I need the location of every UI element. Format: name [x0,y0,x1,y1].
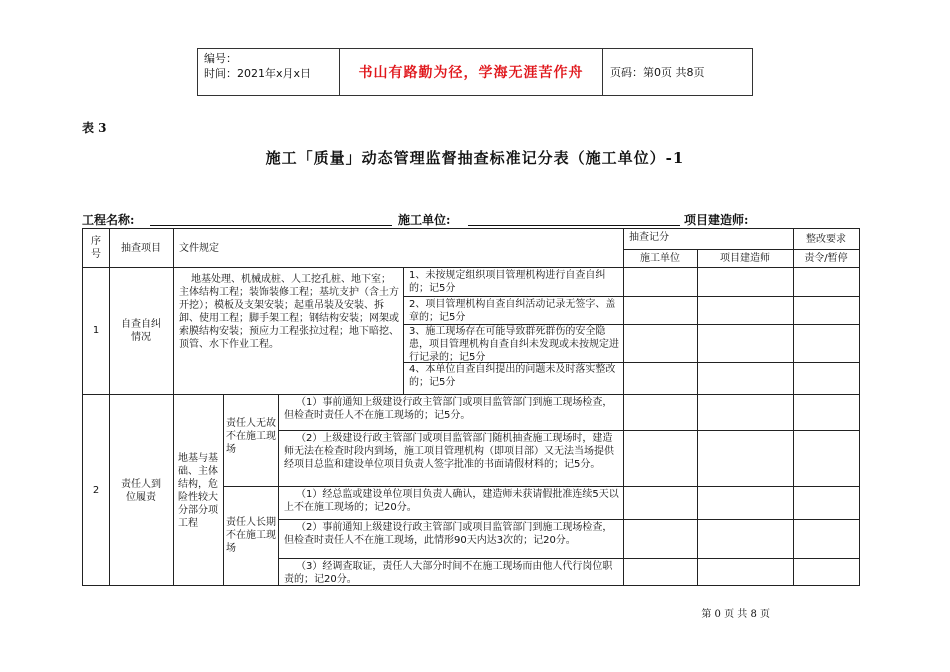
col-seq: 序号 [91,236,101,260]
table-label: 表 3 [82,121,107,135]
row1-rule-4: 4、本单位自查自纠提出的问题未及时落实整改的；记5分 [409,364,616,388]
document-header [197,48,753,96]
project-name-underline [150,225,392,226]
score-table [82,228,860,586]
row2-seq: 2 [92,485,100,496]
col-item: 抽查项目 [121,242,161,254]
row2-item: 责任人到位履责 [121,478,161,503]
col-score: 抽查记分 [629,232,669,243]
project-manager-label: 项目建造师: [684,213,749,227]
row2-sub2-rule-1: （1）经总监或建设单位项目负责人确认，建造师未获请假批准连续5天以上不在施工现场的；记20分。 [284,489,619,513]
header-motto: 书山有路勤为径，学海无涯苦作舟 [340,49,603,95]
page-title: 施工「质量」动态管理监督抽查标准记分表（施工单位）-1 [265,149,685,167]
construction-unit-label: 施工单位: [398,213,451,227]
row1-rule-1: 1、未按规定组织项目管理机构进行自查自纠的；记5分 [409,270,606,294]
row1-rule-2: 2、项目管理机构自查自纠活动记录无签字、盖章的；记5分 [409,299,616,323]
row2-sub2-rule-2: （2）事前通知上级建设行政主管部门或项目监管部门到施工现场检查，但检查时责任人不在施工现场，此情形90天内达3次的；记20分。 [284,522,613,546]
col-score-unit: 施工单位 [640,252,680,264]
col-rectify: 整改要求 [806,233,846,245]
time-label: 时间：2021年x月x日 [204,67,312,80]
page-footer: 第 0 页 共 8 页 [701,609,770,620]
row1-seq: 1 [92,325,100,336]
number-label: 编号： [204,52,237,65]
row1-item: 自查自纠情况 [121,318,161,343]
row2-sub2: 责任人长期不在施工现场 [226,517,276,554]
row2-scope: 地基与基础、主体结构，危险性较大分部分项工程 [178,452,218,529]
header-meta [198,49,340,95]
row1-scope: 地基处理、机械成桩、人工挖孔桩、地下室；主体结构工程；装饰装修工程；基坑支护（含土方开挖）；模板及支架安装；起重吊装及安装、拆卸、使用工程；脚手架工程；钢结构安装；网架或索膜结构安装；预应力工程张拉过程；地下暗挖、顶管、水下作业工程。 [179,274,399,350]
row2-sub1-rule-1: （1）事前通知上级建设行政主管部门或项目监管部门到施工现场检查，但检查时责任人不在施工现场的；记5分。 [284,397,613,421]
row2-sub2-rule-3: （3）经调查取证，责任人大部分时间不在施工现场而由他人代行岗位职责的；记20分。 [284,561,613,585]
row1-rule-3: 3、施工现场存在可能导致群死群伤的安全隐患，项目管理机构自查自纠未发现或未按规定进行记录的；记5分 [409,326,619,363]
col-doc: 文件规定 [179,242,219,254]
row2-sub1: 责任人无故不在施工现场 [226,418,276,455]
header-page-info: 页码：第0页 共8页 [610,66,705,79]
row2-sub1-rule-2: （2）上级建设行政主管部门或项目监管部门随机抽查施工现场时，建造师无法在检查时段内到场，施工项目管理机构（即项目部）又无法当场提供经项目总监和建设单位项目负责人签字批准的书面请假材料的；记5分。 [284,433,614,470]
project-name-label: 工程名称: [82,213,135,227]
construction-unit-underline [468,225,680,226]
col-score-manager: 项目建造师 [720,252,770,264]
col-rectify-sub: 责令/暂停 [804,252,848,264]
